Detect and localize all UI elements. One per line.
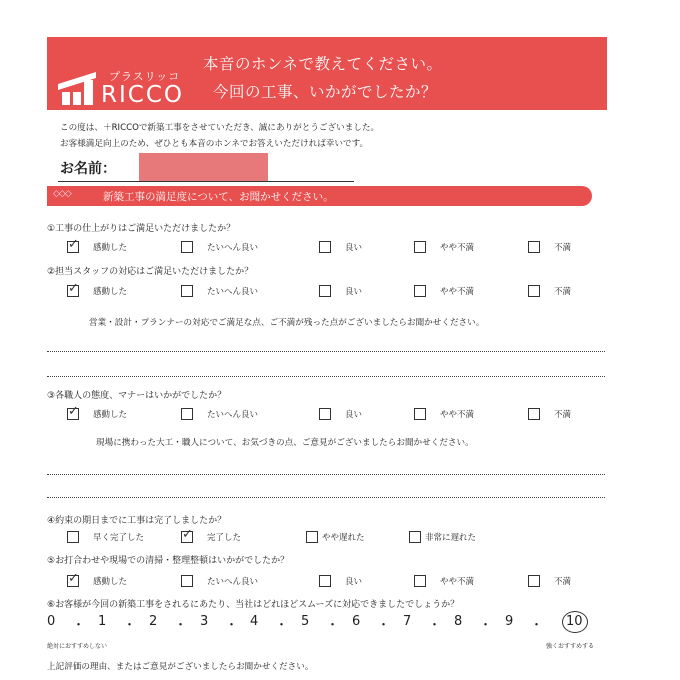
question-3: ③各職人の態度、マナーはいかがでしたか？	[47, 391, 227, 401]
comment-line[interactable]	[47, 497, 605, 498]
checkbox[interactable]	[409, 531, 421, 543]
name-redaction	[139, 153, 268, 181]
scale-value-10[interactable]: 10	[566, 614, 583, 629]
comment-line[interactable]	[47, 474, 605, 475]
comment-line[interactable]	[47, 351, 605, 352]
scale-separator: ・	[123, 618, 137, 633]
q2-option-4[interactable]: やや不満	[414, 284, 474, 297]
banner-subheadline: 今回の工事、いかがでしたか？	[213, 83, 438, 101]
checkbox[interactable]	[528, 285, 540, 297]
checkbox[interactable]	[181, 241, 193, 253]
scale-separator: ・	[174, 618, 188, 633]
q4-option-3[interactable]: やや遅れた	[306, 530, 365, 543]
scale-separator: ・	[326, 618, 340, 633]
scale-value-8[interactable]: 8	[454, 614, 463, 629]
question-5: ⑤お打合わせや現場での清掃・整理整頓はいかがでしたか？	[47, 556, 290, 566]
q3-option-3[interactable]: 良い	[319, 407, 362, 420]
scale-value-4[interactable]: 4	[250, 614, 259, 629]
question-6: ⑥お客様が今回の新築工事をされるにあたり、当社はどれほどスムーズに対応できましたでしょうか？	[47, 600, 460, 610]
checkbox[interactable]	[414, 285, 426, 297]
scale-separator: ・	[530, 618, 544, 633]
scale-value-2[interactable]: 2	[149, 614, 158, 629]
section-title: 新築工事の満足度について、お聞かせください。	[103, 191, 334, 203]
q5-option-2[interactable]: たいへん良い	[181, 574, 258, 587]
checkbox-checked[interactable]	[67, 241, 79, 253]
q2-option-5[interactable]: 不満	[528, 284, 571, 297]
checkbox[interactable]	[319, 285, 331, 297]
q3-option-2[interactable]: たいへん良い	[181, 407, 258, 420]
q3-option-1[interactable]: ✓ 感動した	[67, 407, 127, 420]
q5-option-1[interactable]: ✓ 感動した	[67, 574, 127, 587]
footer-comment-prompt: 上記評価の理由、またはご意見がございましたらお聞かせください。	[47, 662, 314, 672]
section-decoration: ◇◇◇	[53, 189, 71, 199]
q5-option-3[interactable]: 良い	[319, 574, 362, 587]
checkbox[interactable]	[528, 575, 540, 587]
q1-option-2[interactable]: たいへん良い	[181, 240, 258, 253]
q1-option-5[interactable]: 不満	[528, 240, 571, 253]
name-underline	[58, 181, 354, 182]
q4-option-2[interactable]: ✓ 完了した	[181, 530, 241, 543]
question-2: ②担当スタッフの対応はご満足いただけましたか？	[47, 267, 254, 277]
name-label: お名前：	[60, 161, 116, 177]
craftsmen-comment-prompt: 現場に携わった大工・職人について、お気づきの点、ご意見がございましたらお聞かせください。	[96, 438, 474, 448]
scale-high-label: 強くおすすめする	[546, 643, 595, 650]
scale-value-9[interactable]: 9	[505, 614, 514, 629]
q2-option-2[interactable]: たいへん良い	[181, 284, 258, 297]
checkbox[interactable]	[319, 408, 331, 420]
q5-option-4[interactable]: やや不満	[414, 574, 474, 587]
scale-separator: ・	[479, 618, 493, 633]
intro-line-1: この度は、＋RICCOで新築工事をさせていただき、誠にありがとうございました。	[60, 123, 380, 133]
question-1: ①工事の仕上がりはご満足いただけましたか？	[47, 224, 236, 234]
checkbox-checked[interactable]	[181, 531, 193, 543]
checkbox[interactable]	[528, 241, 540, 253]
scale-separator: ・	[377, 618, 391, 633]
q1-option-4[interactable]: やや不満	[414, 240, 474, 253]
scale-separator: ・	[275, 618, 289, 633]
staff-comment-prompt: 営業・設計・プランナーの対応でご満足な点、ご不満が残った点がございましたらお聞かせください。	[89, 318, 485, 328]
logo-text: RICCO	[101, 82, 184, 108]
checkbox-checked[interactable]	[67, 408, 79, 420]
scale-value-3[interactable]: 3	[200, 614, 209, 629]
q1-option-1[interactable]: ✓ 感動した	[67, 240, 127, 253]
q4-option-4[interactable]: 非常に遅れた	[409, 530, 476, 543]
checkbox[interactable]	[414, 575, 426, 587]
scale-separator: ・	[428, 618, 442, 633]
q3-option-5[interactable]: 不満	[528, 407, 571, 420]
checkbox[interactable]	[181, 575, 193, 587]
checkbox[interactable]	[319, 575, 331, 587]
checkbox[interactable]	[414, 408, 426, 420]
scale-value-1[interactable]: 1	[98, 614, 107, 629]
q5-option-5[interactable]: 不満	[528, 574, 571, 587]
scale-separator: ・	[225, 618, 239, 633]
checkbox-checked[interactable]	[67, 575, 79, 587]
intro-line-2: お客様満足向上のため、ぜひとも本音のホンネでお答えいただければ幸いです。	[60, 139, 369, 149]
ricco-logo-icon	[58, 70, 98, 106]
question-4: ④約束の期日までに工事は完了しましたか？	[47, 516, 227, 526]
q4-option-1[interactable]: 早く完了した	[67, 530, 144, 543]
q2-option-3[interactable]: 良い	[319, 284, 362, 297]
scale-value-5[interactable]: 5	[301, 614, 310, 629]
checkbox[interactable]	[181, 285, 193, 297]
banner-headline: 本音のホンネで教えてください。	[203, 55, 443, 73]
q3-option-4[interactable]: やや不満	[414, 407, 474, 420]
scale-separator: ・	[72, 618, 86, 633]
q2-option-1[interactable]: ✓ 感動した	[67, 284, 127, 297]
scale-value-7[interactable]: 7	[403, 614, 412, 629]
scale-low-label: 絶対におすすめしない	[47, 643, 108, 650]
comment-line[interactable]	[47, 376, 605, 377]
checkbox[interactable]	[414, 241, 426, 253]
checkbox[interactable]	[528, 408, 540, 420]
checkbox[interactable]	[319, 241, 331, 253]
scale-value-0[interactable]: 0	[47, 614, 56, 629]
checkbox[interactable]	[67, 531, 79, 543]
checkbox-checked[interactable]	[67, 285, 79, 297]
q1-option-3[interactable]: 良い	[319, 240, 362, 253]
scale-value-6[interactable]: 6	[352, 614, 361, 629]
logo-kana: プラスリッコ	[109, 70, 181, 83]
checkbox[interactable]	[181, 408, 193, 420]
checkbox[interactable]	[306, 531, 318, 543]
